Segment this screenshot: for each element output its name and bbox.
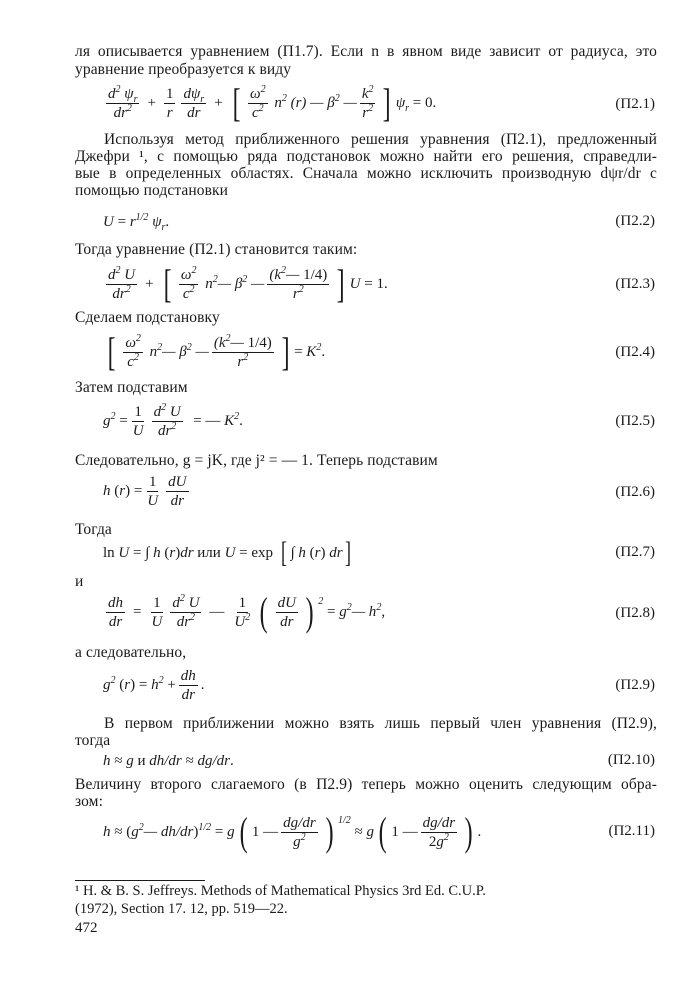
equation-number-5: (П2.5)	[615, 413, 655, 429]
equation-number-8: (П2.8)	[615, 605, 655, 621]
paragraph-1-line-2: уравнение преобразуется к виду	[75, 61, 292, 78]
equation-p2-7: ln U = ∫ h (r)dr или U = exp [ ∫ h (r) dr ]	[103, 536, 351, 569]
paragraph-10-line-2: тогда	[75, 732, 111, 749]
equation-p2-3: $\frac{d^2 U}{dr^2}$ + [ $\frac{\omega^2}{c^2}$ $n^2—$ $\beta^2$ — $\frac{(k^2— 1/4)}{r^2}$ ] U = 1.	[108, 261, 388, 306]
paragraph-10-line-1: В первом приближении можно взять лишь первый член уравнения (П2.9),	[104, 715, 657, 732]
equation-number-9: (П2.9)	[615, 677, 655, 693]
equation-number-11: (П2.11)	[608, 823, 655, 839]
paragraph-2-line-1: Используя метод приближенного решения уравнения (П2.1), предложенный	[104, 131, 657, 148]
paragraph-3: Тогда уравнение (П2.1) становится таким:	[75, 241, 358, 258]
equation-number-7: (П2.7)	[615, 544, 655, 560]
equation-p2-4: [ $\frac{\omega^2}{c^2}$ $n^2—$ $\beta^2$ — $\frac{(k^2— 1/4)}{r^2}$ ] = $K^2$.	[107, 329, 326, 374]
footnote-rule	[75, 880, 205, 881]
equation-p2-8: $\frac{dh}{dr}$ = $\frac{1}{U}$ $\frac{d^2 U}{dr^2}$ — $\frac{1}{U^2}$ ( $\frac{dU}{dr}$ ) 2 = $g^2—$ $h^2$,	[108, 589, 386, 634]
and-word: и	[137, 752, 146, 769]
equation-p2-1: $\frac{d^2 \psi_r}{dr^2}$ + $\frac{1}{r}$ $\frac{d\psi_r}{dr}$ + [ $\frac{\omega^2}{c^2}$ $n^2$ (r) — $\beta^2$ — $\frac{k^2}{r^2}$ ] $\psi_r = 0$.	[108, 80, 437, 125]
page-number: 472	[75, 920, 98, 936]
equation-number-3: (П2.3)	[615, 276, 655, 292]
paragraph-5: Затем подставим	[75, 379, 188, 396]
paragraph-11-line-1: Величину второго слагаемого (в П2.9) теперь можно оценить следующим обра-	[75, 776, 657, 793]
equation-p2-2: $U = r^{1/2}$ $\psi_r$.	[103, 211, 170, 233]
paragraph-8: и	[75, 573, 84, 590]
equation-number-4: (П2.4)	[615, 344, 655, 360]
paragraph-6: Следовательно, g = jK, где j² = — 1. Теперь подставим	[75, 452, 438, 469]
or-word: или	[197, 544, 221, 561]
paragraph-1-line-1: ля описывается уравнением (П1.7). Если n в явном виде зависит от радиуса, это	[75, 43, 657, 60]
paragraph-7: Тогда	[75, 521, 112, 538]
paragraph-2-line-4: помощью подстановки	[75, 182, 229, 199]
paragraph-2-line-3: вые в определенных областях. Сначала можно исключить производную dψr/dr с	[75, 165, 657, 182]
paragraph-11-line-2: зом:	[75, 793, 104, 810]
exp-label: exp	[251, 544, 274, 561]
equation-p2-6: h (r) = $\frac{1}{U}$ $\frac{dU}{dr}$	[103, 473, 187, 509]
footnote-line-2: (1972), Section 17. 12, pp. 519—22.	[75, 901, 288, 917]
equation-p2-10: h ≈ g и dh/dr ≈ dg/dr.	[103, 752, 234, 769]
equation-number-1: (П2.1)	[615, 96, 655, 112]
ln-label: ln	[103, 544, 115, 561]
paragraph-9: а следовательно,	[75, 644, 187, 661]
equation-p2-11: $h \approx (g^2—$ dh/dr)$^{1/2}$ = g ( 1 — $\frac{dg/dr}{g^2}$ ) 1/2 ≈ g ( 1 — $\frac{dg/dr}{2g^2}$ ) .	[103, 809, 482, 854]
equation-p2-9: $g^2$ $(r) = h^2$ + $\frac{dh}{dr}$ .	[103, 667, 205, 703]
paragraph-2-line-2: Джефри ¹, с помощью ряда подстановок можно найти его решения, справедли-	[75, 148, 657, 165]
equation-number-2: (П2.2)	[615, 213, 655, 229]
equation-number-10: (П2.10)	[607, 752, 655, 768]
paragraph-4: Сделаем подстановку	[75, 309, 220, 326]
equation-p2-5: $g^2$ = $\frac{1}{U}$ $\frac{d^2 U}{dr^2}$ = — $K^2$.	[103, 401, 243, 439]
footnote-line-1: ¹ H. & B. S. Jeffreys. Methods of Mathematical Physics 3rd Ed. C.U.P.	[75, 883, 486, 899]
equation-number-6: (П2.6)	[615, 484, 655, 500]
